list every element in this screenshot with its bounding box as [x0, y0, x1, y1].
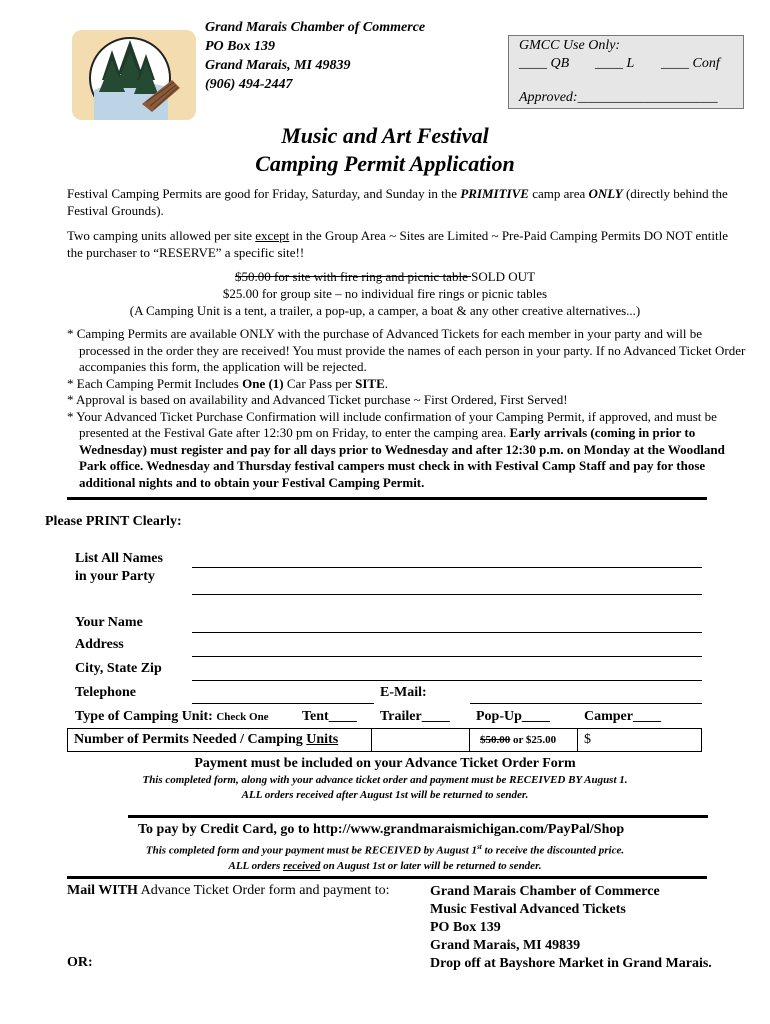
chamber-logo	[72, 30, 196, 120]
your-name-label: Your Name	[75, 615, 143, 630]
org-city: Grand Marais, MI 49839	[205, 58, 351, 73]
credit-card-notes: This completed form and your payment must be RECEIVED by August 1st to receive the discounted price. ALL orders received on August 1st or later will be returned to sender.	[145, 843, 625, 872]
gmcc-use-only-box	[508, 35, 744, 109]
telephone-label: Telephone	[75, 685, 136, 700]
names-field-line-2[interactable]	[192, 594, 702, 595]
pine-trees-icon	[72, 30, 196, 120]
gmcc-approved: Approved:____________________	[519, 90, 718, 105]
trailer-option[interactable]: Trailer____	[380, 709, 450, 724]
print-clearly-label: Please PRINT Clearly:	[45, 514, 182, 529]
section-divider	[128, 815, 708, 818]
email-field[interactable]	[470, 703, 702, 704]
popup-option[interactable]: Pop-Up____	[476, 709, 550, 724]
sold-out-label: SOLD OUT	[471, 269, 536, 284]
rule-item: * Your Advanced Ticket Purchase Confirmation will include confirmation of your Camping Permit, if approved, and must be presented at the Festival Gate after 12:30 pm on Friday, to enter the camping area. Early arrivals (coming in prior to Wednesday) must register and pay for all days prior to Wednesday and after 12:30 p.m. on Monday at the Woodland Park office. Wednesday and Thursday festival campers must check in with Festival Camp Staff and pay for those additional nights and to obtain your Festival Camping Permit.	[67, 408, 725, 490]
or-label: OR:	[67, 955, 93, 970]
gmcc-title: GMCC Use Only:	[519, 38, 621, 53]
mailing-address: Grand Marais Chamber of Commerce Music Festival Advanced Tickets PO Box 139 Grand Marais, MI 49839 Drop off at Bayshore Market in Grand Marais.	[430, 884, 712, 971]
city-state-zip-label: City, State Zip	[75, 661, 162, 676]
rules-list	[67, 326, 747, 491]
telephone-field[interactable]	[192, 703, 374, 704]
address-field[interactable]	[192, 656, 702, 657]
payment-notes: This completed form, along with your advance ticket order and payment must be RECEIVED BY August 1. ALL orders received after August 1st will be returned to sender.	[142, 774, 628, 801]
address-label: Address	[75, 637, 124, 652]
camper-option[interactable]: Camper____	[584, 709, 661, 724]
names-field-line-1[interactable]	[192, 567, 702, 568]
group-site-price: $25.00 for group site – no individual fire rings or picnic tables	[222, 286, 548, 301]
title-line-1: Music and Art Festival	[281, 123, 489, 148]
your-name-field[interactable]	[192, 632, 702, 633]
email-label: E-Mail:	[380, 685, 427, 700]
org-po-box: PO Box 139	[205, 39, 275, 54]
payment-heading: Payment must be included on your Advance Ticket Order Form	[194, 756, 576, 771]
permit-price-cell: $50.00 or $25.00	[469, 728, 578, 752]
rule-item: * Each Camping Permit Includes One (1) Car Pass per SITE.	[67, 375, 389, 391]
rule-item: * Camping Permits are available ONLY with the purchase of Advanced Tickets for each member in your party and will be processed in the order they are received! You must provide the names of each person in your party. If no Advanced Ticket Order accompanies this form, the application will be rejected.	[67, 326, 746, 374]
total-amount-field[interactable]: $	[577, 728, 702, 752]
intro-paragraph-2: Two camping units allowed per site except in the Group Area ~ Sites are Limited ~ Pre-Paid Camping Permits DO NOT entitle the purchaser to “RESERVE” a specific site!!	[67, 228, 728, 260]
org-phone: (906) 494-2447	[205, 77, 293, 92]
title-line-2: Camping Permit Application	[255, 151, 515, 176]
organization-address	[205, 18, 425, 94]
gmcc-conf: ____ Conf	[661, 56, 720, 71]
city-state-zip-field[interactable]	[192, 680, 702, 681]
page-title	[0, 122, 770, 178]
camping-unit-definition: (A Camping Unit is a tent, a trailer, a pop-up, a camper, a boat & any other creative alternatives...)	[129, 303, 641, 318]
rule-item: * Approval is based on availability and Advanced Ticket purchase ~ First Ordered, First Served!	[67, 392, 568, 407]
section-divider	[67, 497, 707, 500]
names-label: List All Names in your Party	[75, 551, 163, 584]
permits-count-field[interactable]	[371, 728, 470, 752]
struck-price: $50.00 for site with fire ring and picnic table	[234, 269, 472, 284]
gmcc-qb: ____ QB	[519, 56, 570, 71]
mail-label: Mail WITH Advance Ticket Order form and payment to:	[67, 883, 390, 898]
camping-unit-type-row: Type of Camping Unit: Check One	[75, 709, 269, 724]
tent-option[interactable]: Tent____	[302, 709, 357, 724]
price-lines	[0, 268, 770, 319]
permits-needed-cell: Number of Permits Needed / Camping Units	[67, 728, 372, 752]
intro-paragraph-1: Festival Camping Permits are good for Friday, Saturday, and Sunday in the PRIMITIVE camp area ONLY (directly behind the Festival Grounds).	[67, 186, 728, 218]
gmcc-l: ____ L	[595, 56, 635, 71]
org-name: Grand Marais Chamber of Commerce	[205, 20, 426, 35]
credit-card-heading: To pay by Credit Card, go to http://www.grandmaraismichigan.com/PayPal/Shop	[138, 822, 625, 837]
section-divider	[67, 876, 707, 879]
